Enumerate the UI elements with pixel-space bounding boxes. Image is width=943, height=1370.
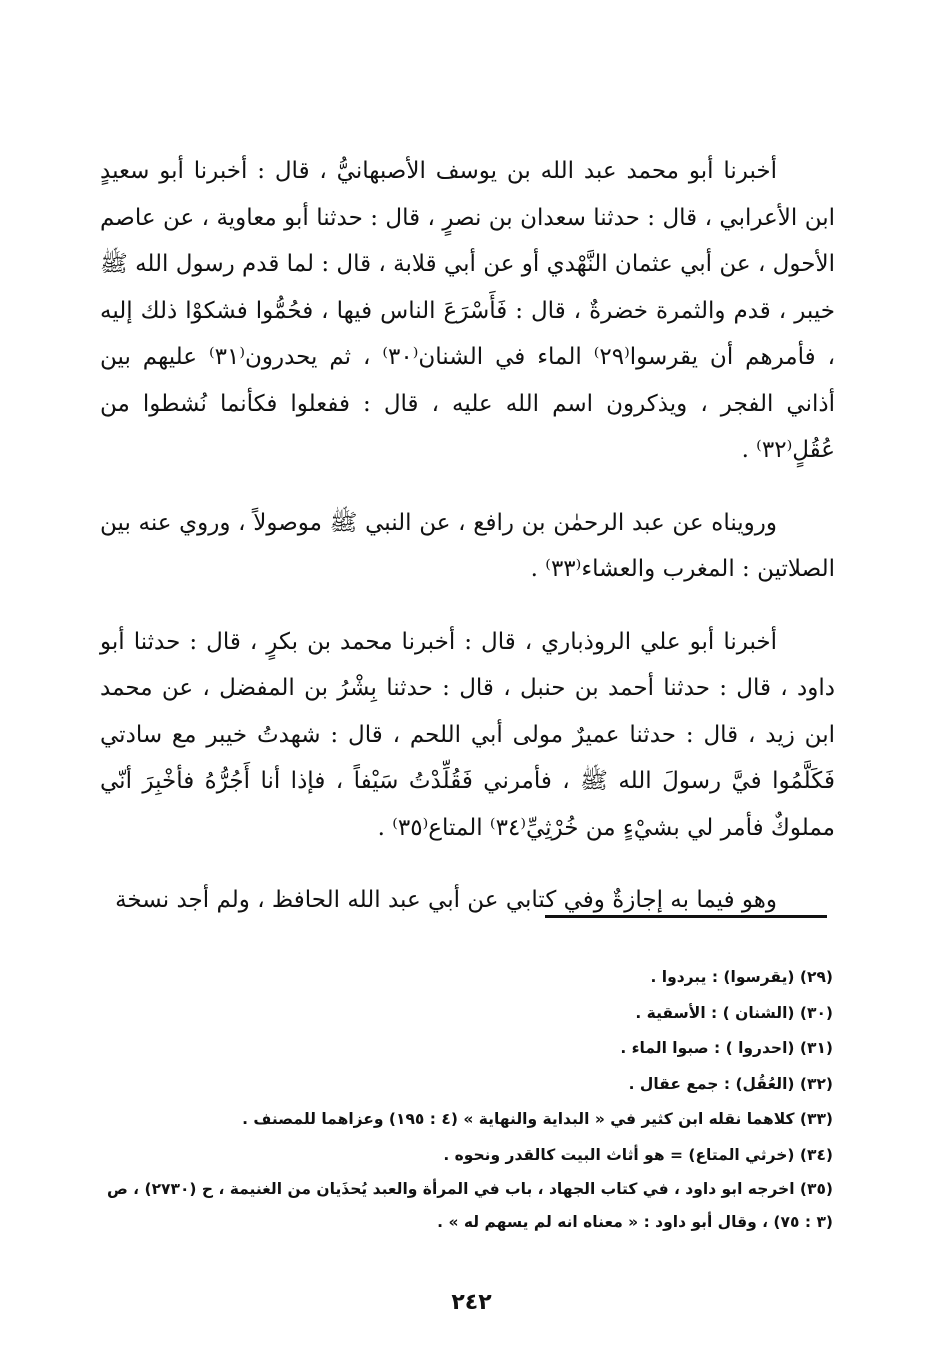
footnote-32: (٣٢) (العُقُل) : جمع عقال . bbox=[628, 1074, 833, 1093]
footnote-29: (٢٩) (يقرسوا) : يبردوا . bbox=[650, 968, 833, 986]
paragraph-4: وهو فيما به إجازةٌ وفي كتابي عن أبي عبد الله الحافظ ، ولم أجد نسخة bbox=[115, 887, 777, 913]
footnote-31: (٣١) (احدروا ) : صبوا الماء . bbox=[620, 1039, 833, 1057]
page-number: ٢٤٢ bbox=[451, 1290, 492, 1315]
footnotes bbox=[100, 960, 833, 1239]
main-text bbox=[100, 148, 835, 950]
footnote-34: (٣٤) (خرثي المتاع) = هو أثاث البيت كالقدر ونحوه . bbox=[443, 1145, 833, 1164]
paragraph-3: أخبرنا أبو علي الروذباري ، قال : أخبرنا محمد بن بكرٍ ، قال : حدثنا أبو داود ، قال : حدثنا أحمد بن حنبل ، قال : حدثنا بِشْرُ بن المفضل ، عن محمد ابن زيد ، قال : حدثنا عميرٌ مولى أبي اللحم ، قال : شهدتُ خيبر مع سادتي فَكَلَّمُوا فيَّ رسولَ الله ﷺ ، فأمرني فَقُلِّدْتُ سَيْفاً ، فإذا أنا أَجُرُّهُ فأخْبِرَ أنّي مملوكٌ فأمر لي بشيْءٍ من خُرْثِيِّ⁽٣٤⁾ المتاع⁽٣٥⁾ . bbox=[100, 628, 835, 841]
footnote-33: (٣٣) كلاهما نقله ابن كثير في « البداية والنهاية » (٤ : ١٩٥) وعزاهما للمصنف . bbox=[242, 1110, 833, 1128]
paragraph-1: أخبرنا أبو محمد عبد الله بن يوسف الأصبهانيُّ ، قال : أخبرنا أبو سعيدٍ ابن الأعرابي ، قال : حدثنا سعدان بن نصرٍ ، قال : حدثنا أبو معاوية ، عن عاصم الأحول ، عن أبي عثمان النَّهْدي أو عن أبي قلابة ، قال : لما قدم رسول الله ﷺ خيبر ، قدم والثمرة خضرةٌ ، قال : فَأَسْرَعَ الناس فيها ، فحُمُّوا فشكوْا ذلك إليه ، فأمرهم أن يقرسوا⁽٢٩⁾ الماء في الشنان⁽٣٠⁾ ، ثم يحدرون⁽٣١⁾ عليهم بين أذاني الفجر ، ويذكرون اسم الله عليه ، قال : ففعلوا فكأنما نُشطوا من عُقُلٍ⁽٣٢⁾ . bbox=[100, 158, 835, 463]
paragraph-2: ورويناه عن عبد الرحمٰن بن رافع ، عن النبي ﷺ موصولاً ، وروي عنه بين الصلاتين : المغرب والعشاء⁽٣٣⁾ . bbox=[100, 509, 835, 582]
footnote-35: (٣٥) اخرجه ابو داود ، في كتاب الجهاد ، باب في المرأة والعبد يُحذَيان من الغنيمة ، ح (٢٧٣٠) ، ص (٣ : ٧٥) ، وقال أبو داود : « معناه انه لم يسهم له » . bbox=[106, 1180, 833, 1231]
footnote-separator bbox=[545, 915, 827, 918]
footnote-30: (٣٠) (الشنان ) : الأسقية . bbox=[635, 1003, 833, 1022]
